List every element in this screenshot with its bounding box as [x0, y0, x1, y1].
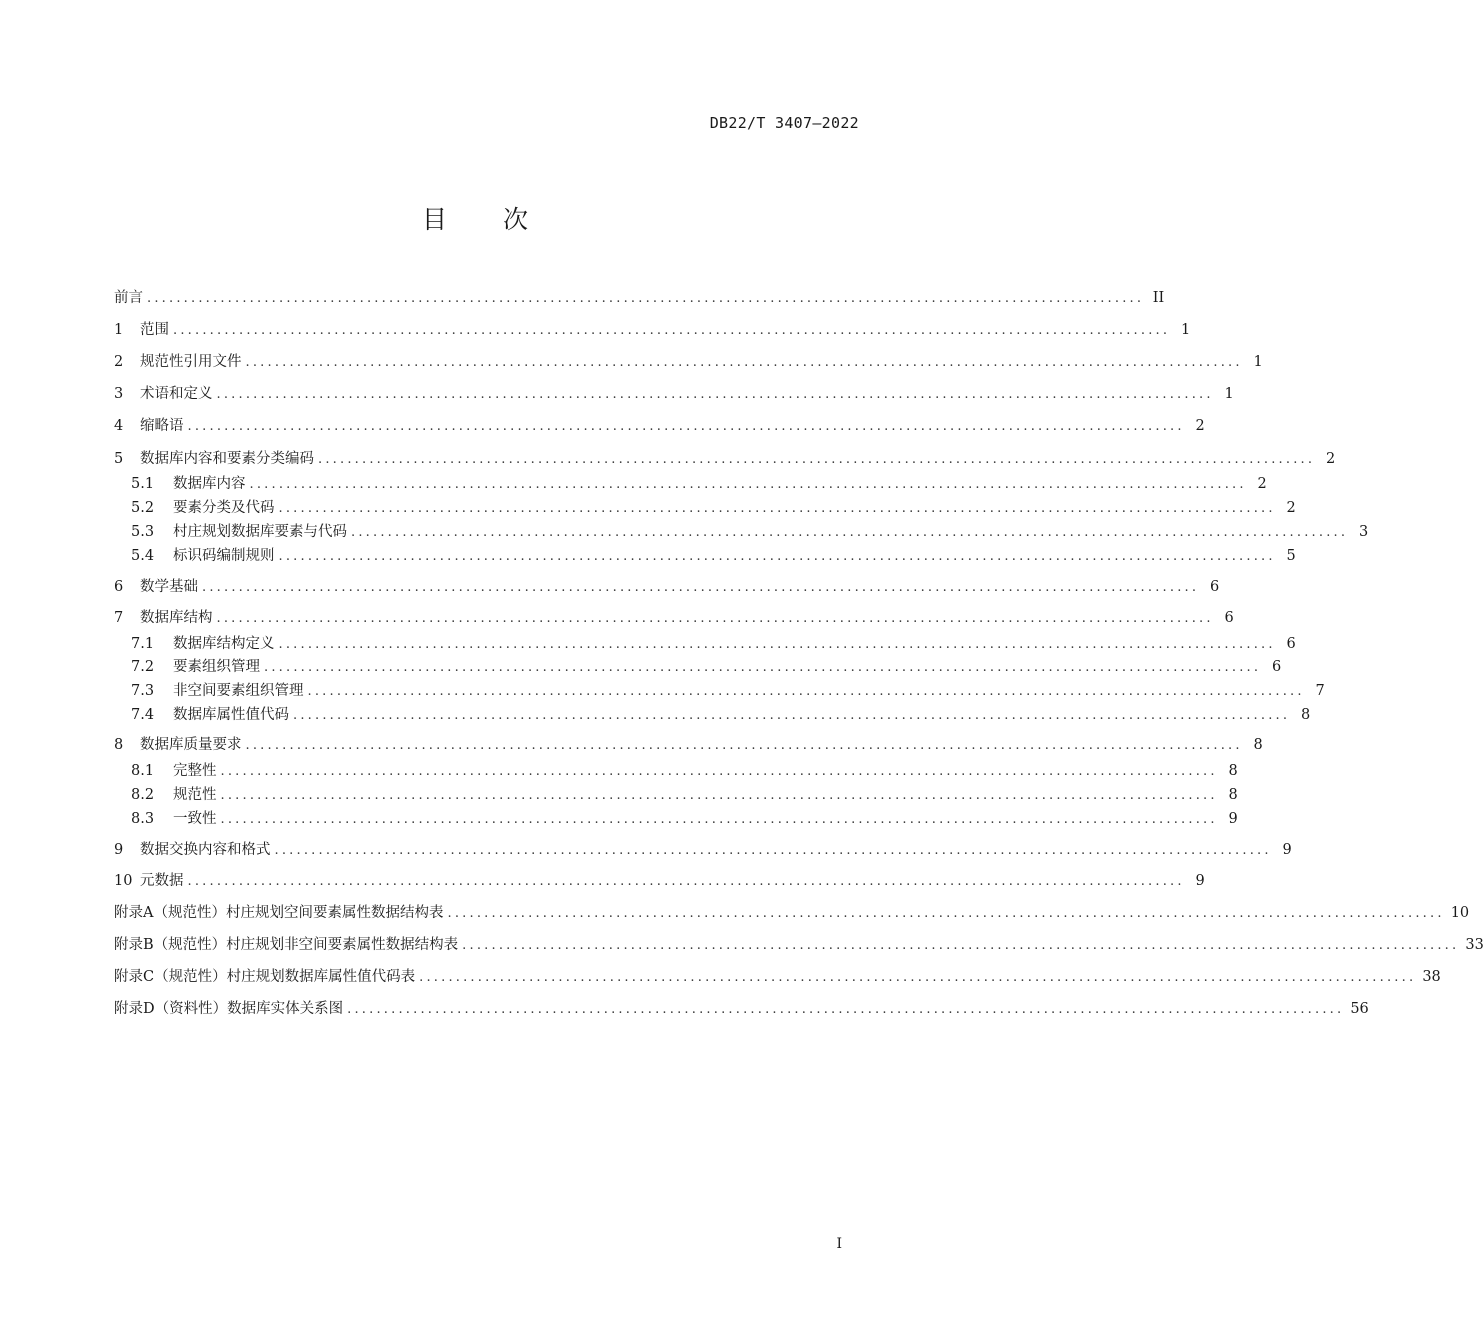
page-number: I [836, 1236, 842, 1252]
toc-entry-page: 3 [1358, 524, 1369, 540]
toc-entry-page: 56 [1350, 1001, 1369, 1017]
toc-entry-number: 5.2 [131, 500, 155, 516]
toc-entry-page: 6 [1209, 579, 1220, 595]
toc-entry-number: 8 [114, 737, 124, 753]
toc-entry-page: II [1152, 290, 1165, 306]
toc-entry-text: 规范性引用文件 [140, 354, 242, 370]
toc-entry-number: 5.4 [131, 548, 155, 564]
dot-leader: ........................................................................................................................................ [245, 738, 1243, 753]
toc-entry-text: 村庄规划非空间要素属性数据结构表 [226, 937, 459, 953]
dot-leader: ........................................................................................................................................ [347, 1002, 1345, 1017]
toc-entry-text: 数据库质量要求 [140, 737, 242, 753]
document-code: DB22/T 3407—2022 [709, 114, 859, 132]
toc-entry-page: 9 [1228, 811, 1238, 827]
dot-leader: ........................................................................................................................................ [293, 708, 1291, 723]
toc-entry-number: 8.1 [131, 763, 155, 779]
toc-entry-text: 村庄规划空间要素属性数据结构表 [225, 905, 444, 921]
toc-entry-text: 数学基础 [140, 579, 198, 595]
toc-entry-page: 38 [1422, 969, 1441, 985]
dot-leader: ........................................................................................................................................ [447, 906, 1445, 921]
toc-entry-text: 元数据 [140, 873, 184, 889]
toc-entry-text: 非空间要素组织管理 [173, 683, 304, 699]
toc-entry-text: 数据库内容 [173, 476, 246, 492]
toc-entry-page: 10 [1450, 905, 1470, 921]
toc-entry-page: 6 [1286, 636, 1296, 652]
appendix-label: 附录B（规范性） [114, 937, 227, 953]
toc-entry-appendix-a[interactable] [114, 902, 1470, 924]
toc-entry-number: 4 [114, 418, 124, 434]
toc-entry-text: 数据库结构 [140, 610, 213, 626]
dot-leader: ........................................................................................................................................ [278, 637, 1276, 652]
toc-entry-page: 2 [1257, 476, 1267, 492]
toc-entry-page: 1 [1253, 354, 1263, 370]
toc-entry-number: 1 [114, 322, 124, 338]
dot-leader: ........................................................................................................................................ [462, 938, 1460, 953]
toc-entry-appendix-c[interactable] [114, 966, 1441, 988]
toc-entry-5-1[interactable] [114, 473, 1267, 495]
toc-entry-number: 3 [114, 386, 124, 402]
appendix-label: 附录C（规范性） [114, 969, 227, 985]
dot-leader: ........................................................................................................................................ [202, 580, 1200, 595]
toc-entry-5-4[interactable] [114, 545, 1296, 567]
toc-entry-text: 数据库内容和要素分类编码 [140, 451, 314, 467]
toc-entry-text: 完整性 [173, 763, 217, 779]
toc-entry-2[interactable] [114, 351, 1263, 373]
toc-entry-text: 村庄规划数据库要素与代码 [173, 524, 347, 540]
toc-entry-5-3[interactable] [114, 521, 1369, 543]
toc-entry-page: 2 [1286, 500, 1296, 516]
toc-entry-1[interactable] [114, 319, 1191, 341]
toc-entry-page: 8 [1228, 763, 1238, 779]
dot-leader: ........................................................................................................................................ [220, 764, 1218, 779]
toc-entry-page: 6 [1271, 659, 1282, 675]
toc-entry-appendix-b[interactable] [114, 934, 1484, 956]
toc-entry-page: 7 [1315, 683, 1325, 699]
toc-entry-number: 5 [114, 451, 124, 467]
appendix-label: 附录A（规范性） [114, 905, 226, 921]
toc-entry-page: 1 [1180, 322, 1191, 338]
toc-entry-text: 数据库结构定义 [173, 636, 275, 652]
toc-entry-text: 数据库实体关系图 [227, 1001, 344, 1017]
toc-entry-7-2[interactable] [114, 656, 1282, 678]
toc-entry-text: 数据交换内容和格式 [140, 842, 271, 858]
toc-entry-number: 6 [114, 579, 124, 595]
toc-entry-page: 2 [1325, 451, 1336, 467]
toc-entry-number: 7.2 [131, 659, 155, 675]
toc-entry-text: 标识码编制规则 [173, 548, 275, 564]
dot-leader: ........................................................................................................................................ [278, 549, 1276, 564]
dot-leader: ........................................................................................................................................ [187, 419, 1185, 434]
toc-entry-5-2[interactable] [114, 497, 1296, 519]
toc-entry-4[interactable] [114, 415, 1205, 437]
toc-entry-text: 要素分类及代码 [173, 500, 275, 516]
toc-entry-8[interactable] [114, 734, 1263, 756]
dot-leader: ........................................................................................................................................ [307, 684, 1305, 699]
toc-entry-number: 7 [114, 610, 124, 626]
toc-entry-text: 一致性 [173, 811, 217, 827]
toc-entry-number: 5.3 [131, 524, 155, 540]
toc-entry-text: 规范性 [173, 787, 217, 803]
dot-leader: ........................................................................................................................................ [245, 355, 1243, 370]
toc-entry-page: 8 [1300, 707, 1311, 723]
toc-entry-9[interactable] [114, 839, 1292, 861]
toc-entry-7-3[interactable] [114, 680, 1325, 702]
dot-leader: ........................................................................................................................................ [147, 291, 1145, 306]
toc-entry-text: 数据库属性值代码 [173, 707, 289, 723]
dot-leader: ........................................................................................................................................ [249, 477, 1247, 492]
toc-entry-number: 10 [114, 873, 133, 889]
toc-entry-number: 8.3 [131, 811, 155, 827]
toc-entry-text: 范围 [140, 322, 169, 338]
toc-entry-page: 33 [1465, 937, 1484, 953]
appendix-label: 附录D（资料性） [114, 1001, 228, 1017]
toc-entry-number: 2 [114, 354, 124, 370]
toc-entry-7[interactable] [114, 607, 1234, 629]
dot-leader: ........................................................................................................................................ [351, 525, 1349, 540]
toc-entry-text: 村庄规划数据库属性值代码表 [226, 969, 416, 985]
toc-entry-page: 2 [1195, 418, 1205, 434]
toc-entry-page: 1 [1224, 386, 1234, 402]
toc-entry-7-4[interactable] [114, 704, 1311, 726]
toc-entry-5[interactable] [114, 448, 1336, 470]
toc-entry-number: 7.4 [131, 707, 155, 723]
toc-entry-text: 缩略语 [140, 418, 184, 434]
toc-entry-number: 8.2 [131, 787, 155, 803]
toc-entry-appendix-d[interactable] [114, 998, 1369, 1020]
toc-entry-page: 9 [1195, 873, 1205, 889]
toc-entry-7-1[interactable] [114, 633, 1296, 655]
dot-leader: ........................................................................................................................................ [216, 387, 1214, 402]
dot-leader: ........................................................................................................................................ [318, 452, 1316, 467]
toc-entry-page: 9 [1282, 842, 1292, 858]
toc-entry-8-3[interactable] [114, 808, 1238, 830]
toc-entry-text: 前言 [114, 290, 143, 306]
toc-entry-3[interactable] [114, 383, 1234, 405]
page-title: 目次 [421, 205, 584, 234]
toc-entry-number: 5.1 [131, 476, 155, 492]
toc-entry-10[interactable] [114, 870, 1205, 892]
toc-entry-number: 7.3 [131, 683, 155, 699]
toc-entry-8-1[interactable] [114, 760, 1238, 782]
dot-leader: ........................................................................................................................................ [173, 323, 1171, 338]
dot-leader: ........................................................................................................................................ [278, 501, 1276, 516]
toc-entry-number: 9 [114, 842, 124, 858]
toc-entry-text: 要素组织管理 [173, 659, 260, 675]
toc-entry-6[interactable] [114, 576, 1220, 598]
toc-entry-page: 8 [1253, 737, 1263, 753]
toc-entry-text: 术语和定义 [140, 386, 213, 402]
toc-entry-page: 5 [1286, 548, 1296, 564]
dot-leader: ........................................................................................................................................ [264, 660, 1262, 675]
dot-leader: ........................................................................................................................................ [187, 874, 1185, 889]
toc-entry-page: 8 [1228, 787, 1238, 803]
toc-entry-foreword[interactable] [114, 287, 1165, 309]
dot-leader: ........................................................................................................................................ [216, 611, 1214, 626]
toc-entry-8-2[interactable] [114, 784, 1238, 806]
dot-leader: ........................................................................................................................................ [220, 812, 1218, 827]
dot-leader: ........................................................................................................................................ [274, 843, 1272, 858]
dot-leader: ........................................................................................................................................ [419, 970, 1417, 985]
dot-leader: ........................................................................................................................................ [220, 788, 1218, 803]
toc-entry-page: 6 [1224, 610, 1234, 626]
toc-entry-number: 7.1 [131, 636, 155, 652]
